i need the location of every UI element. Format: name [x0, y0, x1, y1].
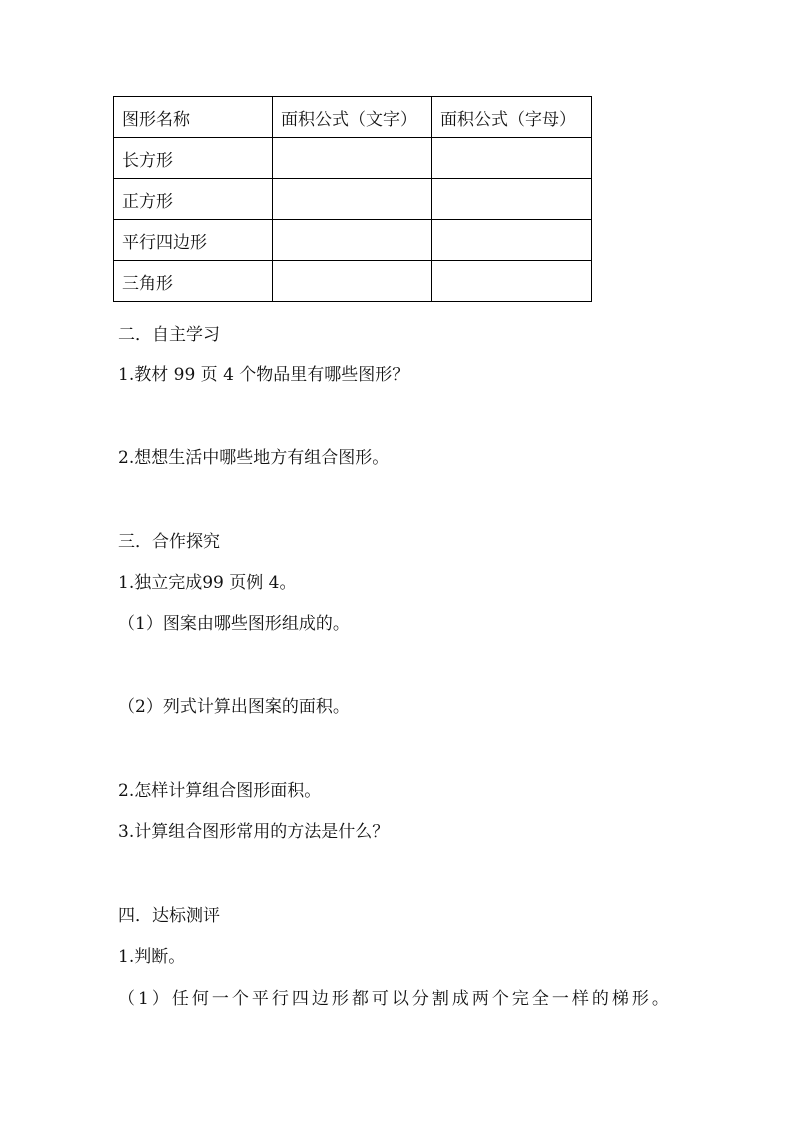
table-row — [114, 179, 592, 220]
sub-question-1: （1）任何一个平行四边形都可以分割成两个完全一样的梯形。 — [118, 989, 672, 1009]
sub-question-1: （1）图案由哪些图形组成的。 — [118, 614, 350, 634]
cell-formula-letters — [432, 261, 592, 302]
header-formula-letters: 面积公式（字母） — [432, 97, 592, 138]
cell-shape: 正方形 — [114, 179, 273, 220]
question-2: 2.想想生活中哪些地方有组合图形。 — [118, 448, 390, 468]
cell-shape: 平行四边形 — [114, 220, 273, 261]
table-row — [114, 138, 592, 179]
table-header-row — [114, 97, 592, 138]
cell-shape: 长方形 — [114, 138, 273, 179]
section-heading-assessment: 四．达标测评 — [118, 906, 220, 926]
question-1: 1.教材 99 页 4 个物品里有哪些图形？ — [118, 365, 410, 385]
cell-formula-letters — [432, 179, 592, 220]
question-1: 1.独立完成99 页例 4。 — [118, 573, 297, 593]
section-heading-cooperative: 三．合作探究 — [118, 532, 220, 552]
header-formula-text: 面积公式（文字） — [273, 97, 432, 138]
cell-formula-letters — [432, 138, 592, 179]
cell-formula-text — [273, 138, 432, 179]
cell-formula-text — [273, 261, 432, 302]
cell-formula-text — [273, 179, 432, 220]
question-1: 1.判断。 — [118, 947, 186, 967]
sub-question-2: （2）列式计算出图案的面积。 — [118, 697, 350, 717]
area-formula-table — [113, 96, 592, 302]
question-2: 2.怎样计算组合图形面积。 — [118, 781, 322, 801]
header-shape-name: 图形名称 — [114, 97, 273, 138]
table-row — [114, 220, 592, 261]
table-row — [114, 261, 592, 302]
cell-formula-letters — [432, 220, 592, 261]
question-3: 3.计算组合图形常用的方法是什么？ — [118, 822, 390, 842]
section-heading-self-study: 二．自主学习 — [118, 325, 220, 345]
cell-shape: 三角形 — [114, 261, 273, 302]
cell-formula-text — [273, 220, 432, 261]
